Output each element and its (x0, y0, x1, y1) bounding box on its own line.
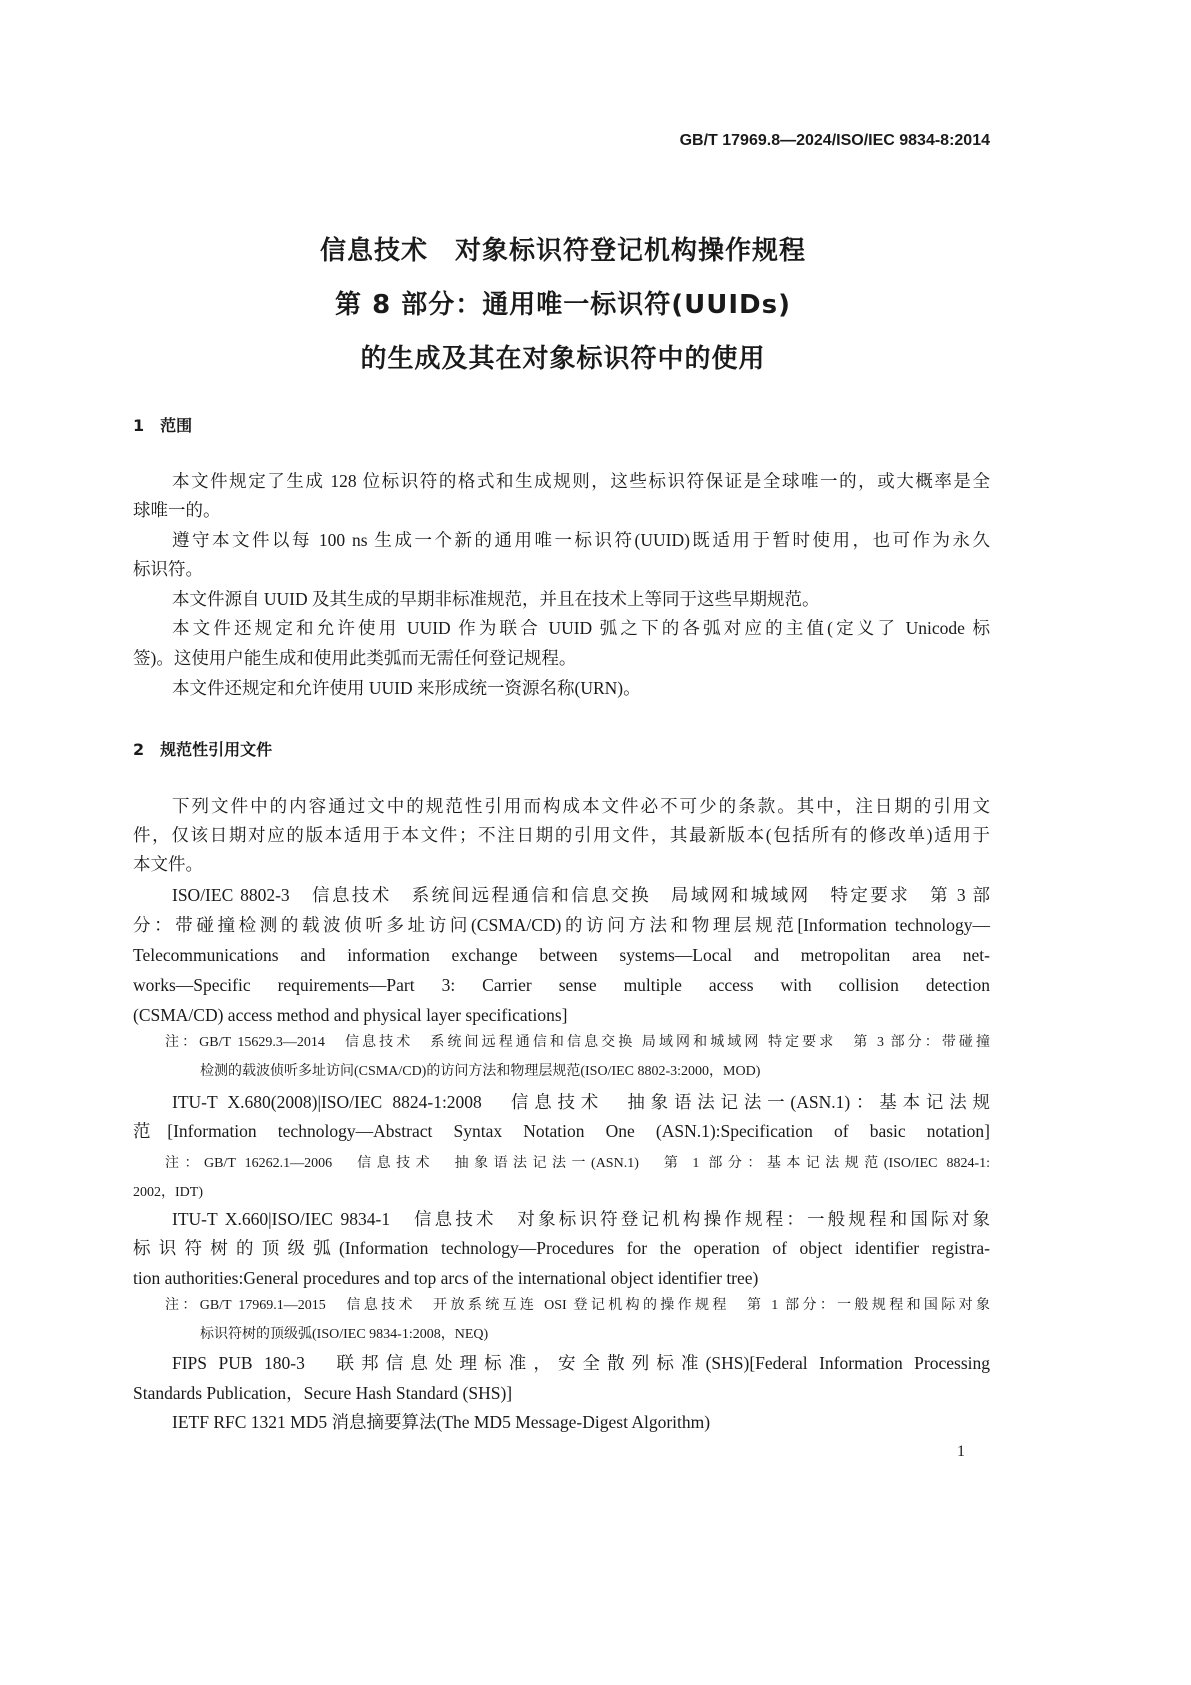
reference-line: Standards Publication，Secure Hash Standard (SHS)] (133, 1383, 513, 1403)
text-line: 遵守本文件以每 100 ns 生成一个新的通用唯一标识符(UUID)既适用于暂时使用，也可作为永久 (172, 530, 990, 550)
standard-code: GB/T 17969.8—2024/ISO/IEC 9834-8:2014 (679, 132, 990, 149)
reference-line: 标识符树的顶级弧(Information technology—Procedures for the operation of object identifier registra- (133, 1238, 990, 1258)
text-line: 标识符。 (133, 559, 203, 579)
page-number: 1 (957, 1443, 965, 1460)
text-line: 件，仅该日期对应的版本适用于本文件；不注日期的引用文件，其最新版本(包括所有的修改单)适用于 (133, 825, 990, 845)
text-line: 本文件源自 UUID 及其生成的早期非标准规范，并且在技术上等同于这些早期规范。 (172, 589, 820, 609)
note-line: 检测的载波侦听多址访问(CSMA/CD)的访问方法和物理层规范(ISO/IEC 8802-3:2000，MOD) (200, 1064, 761, 1079)
reference-line: 分：带碰撞检测的载波侦听多址访问(CSMA/CD)的访问方法和物理层规范[Information technology— (133, 915, 990, 935)
text-line: 本文件规定了生成 128 位标识符的格式和生成规则，这些标识符保证是全球唯一的，或大概率是全 (172, 471, 990, 491)
note-line: 注：GB/T 15629.3—2014 信息技术 系统间远程通信和信息交换 局域网和城域网 特定要求 第 3 部分：带碰撞 (165, 1035, 990, 1050)
reference-line: works—Specific requirements—Part 3: Carrier sense multiple access with collision detection (133, 975, 990, 995)
note-line: 注：GB/T 16262.1—2006 信息技术 抽象语法记法一(ASN.1) 第 1 部分：基本记法规范(ISO/IEC 8824-1: (165, 1156, 990, 1171)
text-line: 本文件。 (133, 854, 203, 874)
reference-line: Telecommunications and information exchange between systems—Local and metropolitan area net- (133, 945, 990, 965)
title-line-1: 信息技术 对象标识符登记机构操作规程 (319, 236, 806, 266)
reference-line: (CSMA/CD) access method and physical layer specifications] (133, 1005, 568, 1025)
title-line-2: 第 8 部分：通用唯一标识符(UUIDs) (335, 290, 791, 320)
reference-line: ITU-T X.680(2008)|ISO/IEC 8824-1:2008 信息技术 抽象语法记法一(ASN.1)：基本记法规 (172, 1092, 990, 1112)
text-line: 签)。这使用户能生成和使用此类弧而无需任何登记规程。 (133, 648, 577, 668)
note-line: 2002，IDT) (133, 1185, 203, 1200)
reference-line: 范[Information technology—Abstract Syntax Notation One (ASN.1):Specification of basic notation] (133, 1121, 990, 1141)
title-line-3: 的生成及其在对象标识符中的使用 (360, 344, 766, 374)
text-line: 本文件还规定和允许使用 UUID 作为联合 UUID 弧之下的各弧对应的主值(定义了 Unicode 标 (172, 618, 990, 638)
text-line: 球唯一的。 (133, 500, 221, 520)
note-line: 标识符树的顶级弧(ISO/IEC 9834-1:2008，NEQ) (200, 1327, 489, 1342)
section-2-heading: 2 规范性引用文件 (133, 740, 273, 759)
reference-line: FIPS PUB 180-3 联邦信息处理标准，安全散列标准(SHS)[Federal Information Processing (172, 1353, 990, 1373)
note-line: 注：GB/T 17969.1—2015 信息技术 开放系统互连 OSI 登记机构的操作规程 第 1 部分：一般规程和国际对象 (165, 1298, 990, 1313)
reference-line: IETF RFC 1321 MD5 消息摘要算法(The MD5 Message-Digest Algorithm) (172, 1412, 711, 1432)
text-line: 本文件还规定和允许使用 UUID 来形成统一资源名称(URN)。 (172, 678, 641, 698)
reference-line: ITU-T X.660|ISO/IEC 9834-1 信息技术 对象标识符登记机构操作规程：一般规程和国际对象 (172, 1209, 990, 1229)
text-line: 下列文件中的内容通过文中的规范性引用而构成本文件必不可少的条款。其中，注日期的引用文 (172, 796, 990, 816)
reference-line: ISO/IEC 8802-3 信息技术 系统间远程通信和信息交换 局域网和城域网 特定要求 第 3 部 (172, 885, 990, 905)
reference-line: tion authorities:General procedures and top arcs of the international object identifier tree) (133, 1268, 759, 1288)
section-1-heading: 1 范围 (133, 416, 193, 435)
